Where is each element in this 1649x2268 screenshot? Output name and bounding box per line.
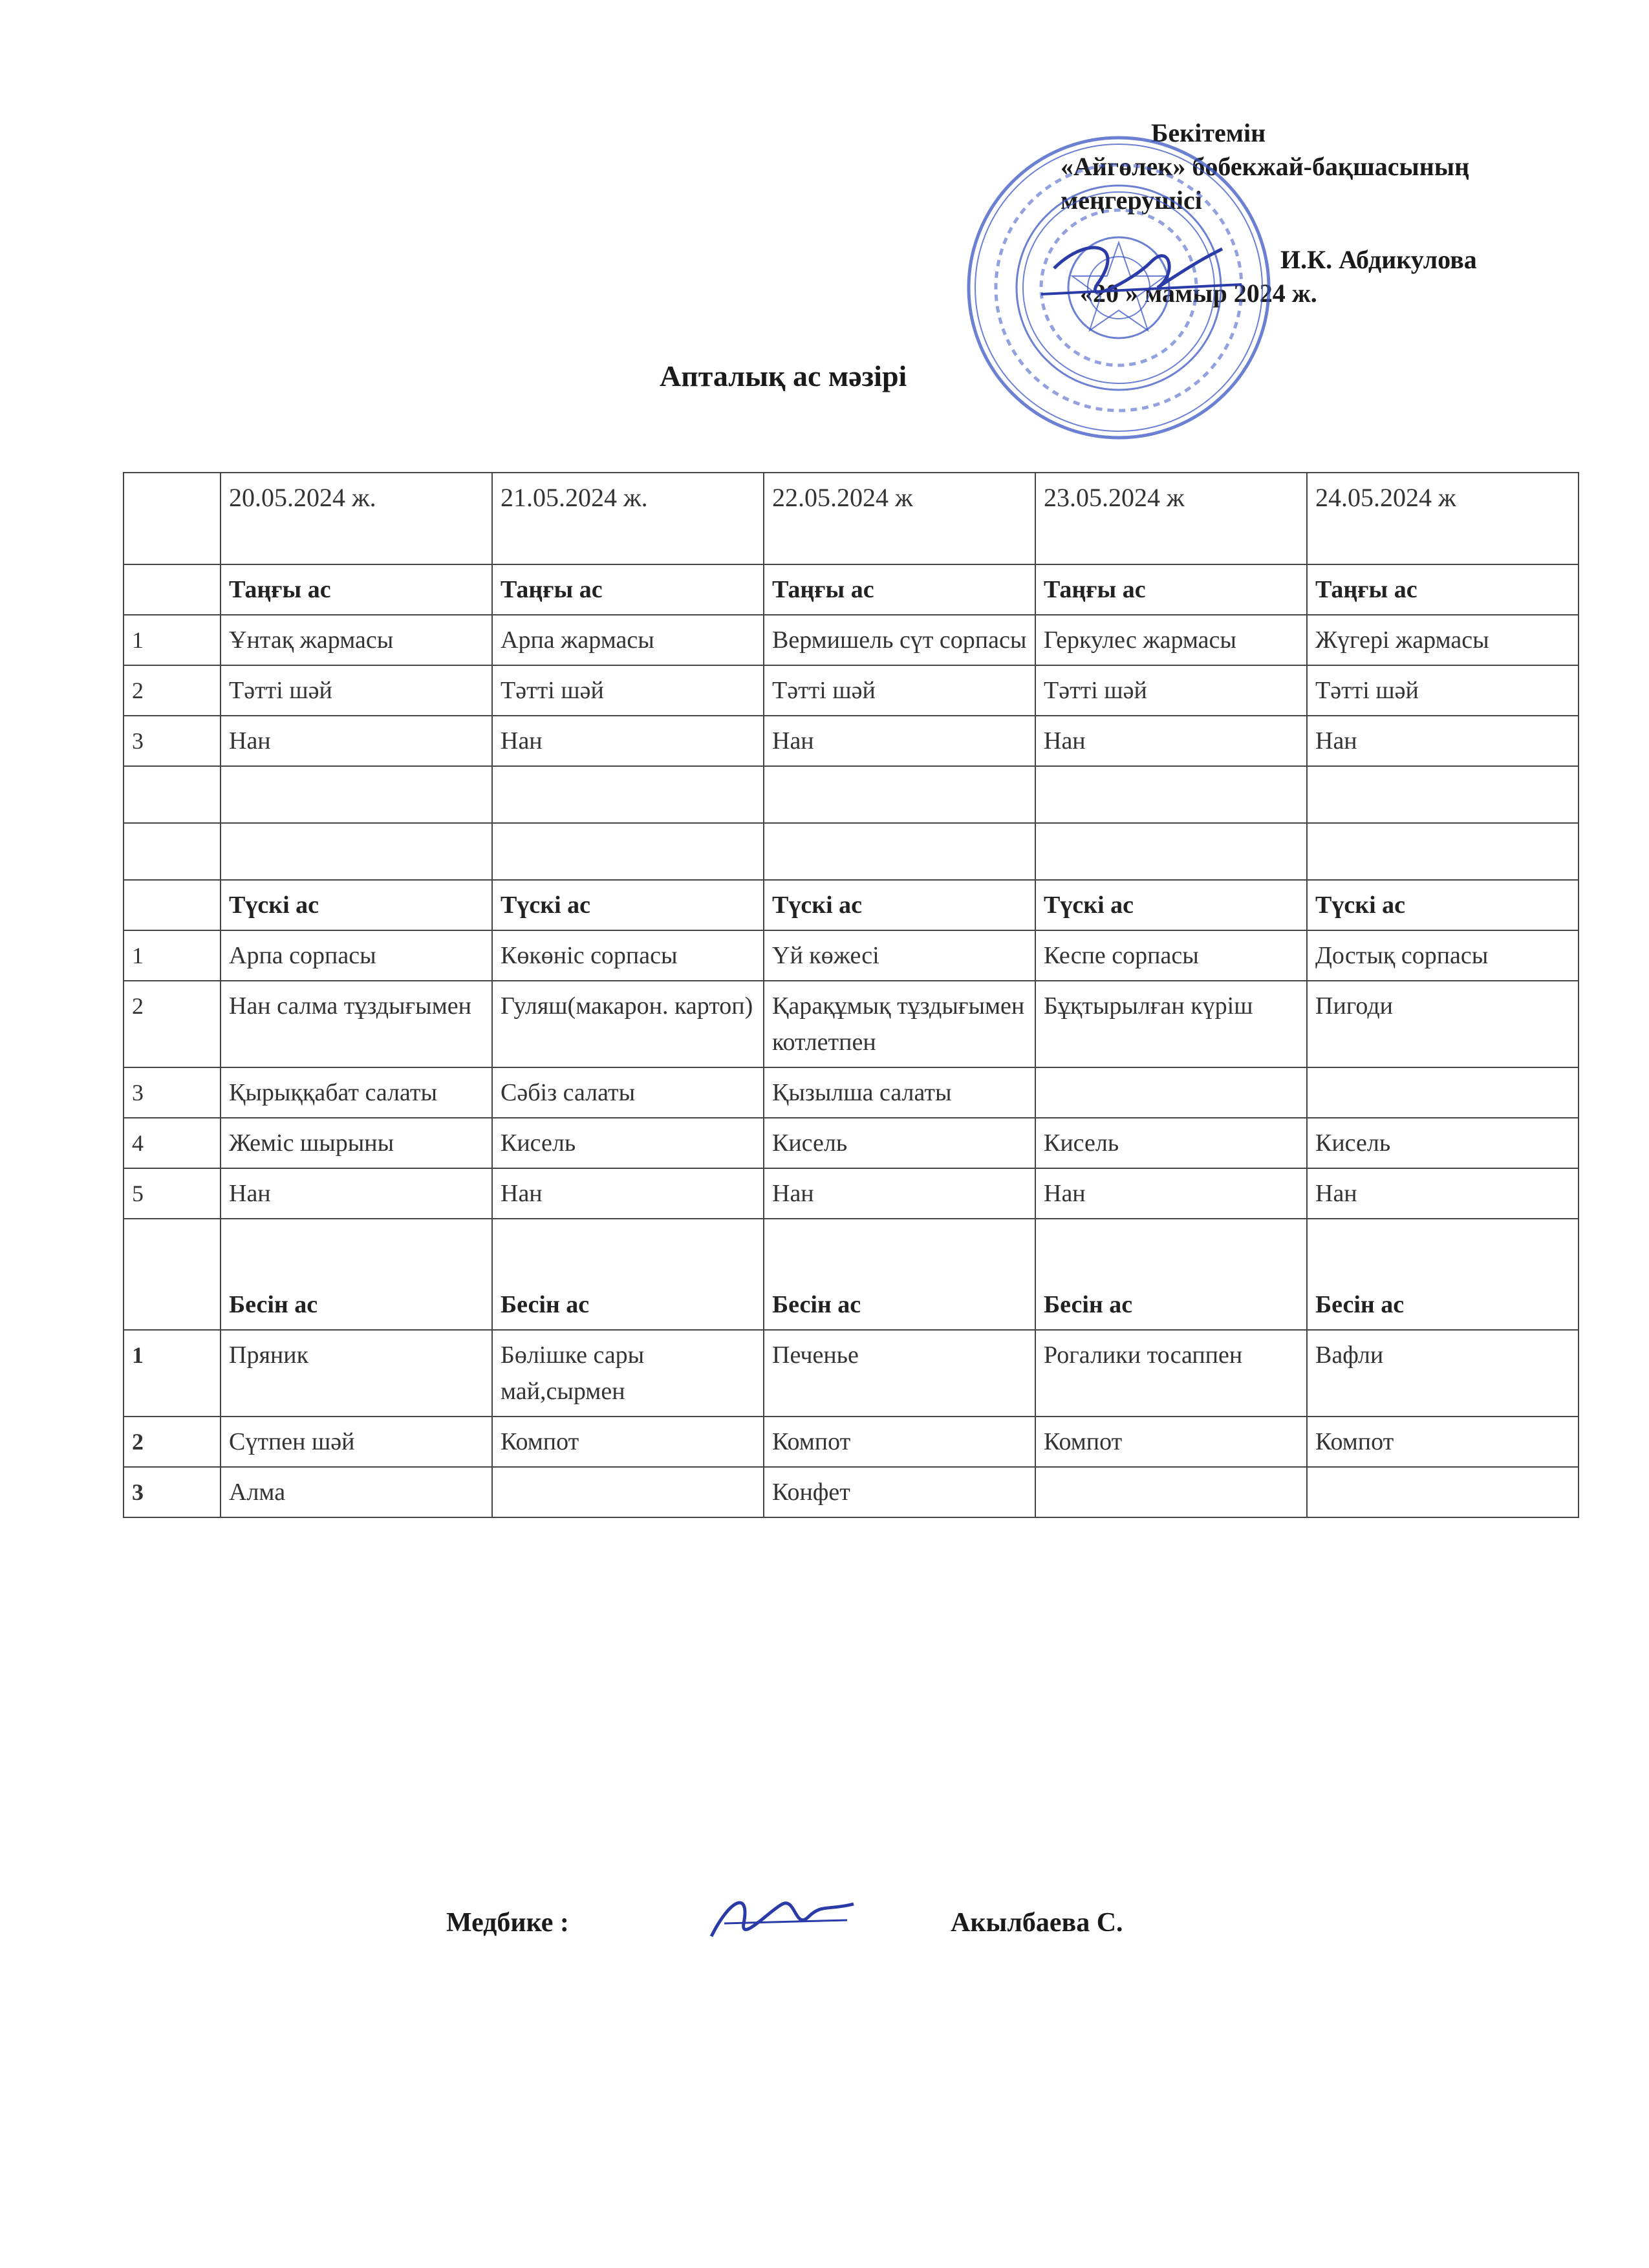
menu-item-cell: Тәтті шәй [492,665,764,716]
menu-item-cell: Жүгері жармасы [1307,615,1579,665]
section-header-cell: Таңғы ас [764,564,1035,615]
menu-item-cell: Бөлішке сары май,сырмен [492,1330,764,1417]
menu-item-cell: Компот [1307,1417,1579,1467]
section-number-cell [124,564,221,615]
approval-heading: Бекітемін [1151,118,1266,147]
empty-cell [221,823,492,880]
approval-director-name: И.К. Абдикулова [1280,245,1477,274]
lunch-section-header-row [124,880,1579,930]
menu-item-cell: Бұқтырылған күріш [1035,981,1307,1067]
menu-item-cell [1307,1467,1579,1517]
section-header-cell: Түскі ас [221,880,492,930]
date-cell: 20.05.2024 ж. [221,473,492,564]
date-cell: 22.05.2024 ж [764,473,1035,564]
row-number: 4 [124,1118,221,1168]
organization-seal-stamp [964,133,1274,443]
menu-item-cell: Сәбіз салаты [492,1067,764,1118]
menu-table-body [124,473,1579,1517]
section-number-cell [124,1219,221,1330]
approval-date: «20 » мамыр 2024 ж. [1080,279,1317,308]
menu-item-cell: Ұнтақ жармасы [221,615,492,665]
date-cell: 21.05.2024 ж. [492,473,764,564]
menu-item-cell: Жеміс шырыны [221,1118,492,1168]
row-number: 3 [124,1467,221,1517]
menu-item-cell: Пигоди [1307,981,1579,1067]
section-number-cell [124,880,221,930]
lunch-item-row [124,981,1579,1067]
dates-row [124,473,1579,564]
snack-section-header-row [124,1219,1579,1330]
breakfast-item-row [124,615,1579,665]
menu-item-cell [492,1467,764,1517]
empty-cell [1307,766,1579,823]
menu-item-cell: Нан [1035,716,1307,766]
section-header-cell: Таңғы ас [1035,564,1307,615]
snack-item-row [124,1330,1579,1417]
lunch-item-row [124,1168,1579,1219]
section-header-cell: Бесін ас [1035,1219,1307,1330]
menu-item-cell: Нан салма тұздығымен [221,981,492,1067]
menu-item-cell: Тәтті шәй [764,665,1035,716]
lunch-item-row [124,930,1579,981]
section-header-cell: Түскі ас [764,880,1035,930]
menu-item-cell: Сүтпен шәй [221,1417,492,1467]
empty-cell [124,823,221,880]
empty-cell [492,766,764,823]
menu-item-cell: Компот [492,1417,764,1467]
section-header-cell: Таңғы ас [1307,564,1579,615]
menu-item-cell: Нан [492,1168,764,1219]
menu-item-cell: Рогалики тосаппен [1035,1330,1307,1417]
menu-item-cell: Кисель [764,1118,1035,1168]
nurse-title: Медбике : [446,1908,569,1938]
lunch-item-row [124,1118,1579,1168]
section-header-cell: Түскі ас [1035,880,1307,930]
menu-item-cell: Арпа жармасы [492,615,764,665]
breakfast-item-row [124,716,1579,766]
menu-item-cell: Кисель [492,1118,764,1168]
menu-item-cell: Арпа сорпасы [221,930,492,981]
menu-item-cell: Нан [764,1168,1035,1219]
menu-item-cell [1307,1067,1579,1118]
corner-cell [124,473,221,564]
empty-cell [764,766,1035,823]
row-number: 2 [124,1417,221,1467]
menu-item-cell: Тәтті шәй [221,665,492,716]
section-header-cell: Түскі ас [492,880,764,930]
nurse-name: Акылбаева С. [951,1908,1123,1938]
approval-position: меңгерушісі [1061,186,1202,215]
menu-item-cell: Кисель [1035,1118,1307,1168]
menu-item-cell: Көкөніс сорпасы [492,930,764,981]
date-cell: 23.05.2024 ж [1035,473,1307,564]
breakfast-section-header-row [124,564,1579,615]
menu-item-cell: Нан [1307,1168,1579,1219]
row-number: 3 [124,716,221,766]
row-number: 5 [124,1168,221,1219]
menu-item-cell: Гуляш(макарон. картоп) [492,981,764,1067]
nurse-signature [698,1885,867,1956]
empty-row [124,766,1579,823]
date-cell: 24.05.2024 ж [1307,473,1579,564]
menu-item-cell: Вермишель сүт сорпасы [764,615,1035,665]
row-number: 2 [124,665,221,716]
empty-cell [221,766,492,823]
menu-item-cell: Кеспе сорпасы [1035,930,1307,981]
menu-item-cell: Алма [221,1467,492,1517]
menu-item-cell: Достық сорпасы [1307,930,1579,981]
empty-cell [1307,823,1579,880]
section-header-cell: Түскі ас [1307,880,1579,930]
section-header-cell: Бесін ас [221,1219,492,1330]
menu-item-cell: Тәтті шәй [1035,665,1307,716]
menu-item-cell: Компот [1035,1417,1307,1467]
menu-item-cell: Пряник [221,1330,492,1417]
row-number: 3 [124,1067,221,1118]
empty-cell [492,823,764,880]
empty-cell [1035,766,1307,823]
menu-item-cell: Нан [1307,716,1579,766]
menu-item-cell: Нан [764,716,1035,766]
section-header-cell: Бесін ас [764,1219,1035,1330]
menu-item-cell: Қызылша салаты [764,1067,1035,1118]
menu-item-cell: Кисель [1307,1118,1579,1168]
row-number: 2 [124,981,221,1067]
empty-cell [764,823,1035,880]
row-number: 1 [124,1330,221,1417]
menu-item-cell: Қырыққабат салаты [221,1067,492,1118]
page-title: Апталық ас мәзірі [660,359,907,392]
menu-item-cell [1035,1467,1307,1517]
menu-item-cell: Үй көжесі [764,930,1035,981]
snack-item-row [124,1467,1579,1517]
section-header-cell: Таңғы ас [492,564,764,615]
approval-organization: «Айгөлек» бөбекжай-бақшасының [1061,152,1470,181]
menu-item-cell [1035,1067,1307,1118]
menu-item-cell: Нан [221,1168,492,1219]
menu-item-cell: Қарақұмық тұздығымен котлетпен [764,981,1035,1067]
menu-item-cell: Вафли [1307,1330,1579,1417]
breakfast-item-row [124,665,1579,716]
empty-row [124,823,1579,880]
menu-item-cell: Тәтті шәй [1307,665,1579,716]
menu-item-cell: Печенье [764,1330,1035,1417]
menu-item-cell: Нан [1035,1168,1307,1219]
snack-item-row [124,1417,1579,1467]
menu-item-cell: Конфет [764,1467,1035,1517]
section-header-cell: Таңғы ас [221,564,492,615]
lunch-item-row [124,1067,1579,1118]
weekly-menu-table [123,472,1579,1518]
menu-item-cell: Нан [221,716,492,766]
row-number: 1 [124,615,221,665]
menu-item-cell: Нан [492,716,764,766]
menu-item-cell: Геркулес жармасы [1035,615,1307,665]
menu-item-cell: Компот [764,1417,1035,1467]
section-header-cell: Бесін ас [492,1219,764,1330]
row-number: 1 [124,930,221,981]
empty-cell [124,766,221,823]
section-header-cell: Бесін ас [1307,1219,1579,1330]
empty-cell [1035,823,1307,880]
